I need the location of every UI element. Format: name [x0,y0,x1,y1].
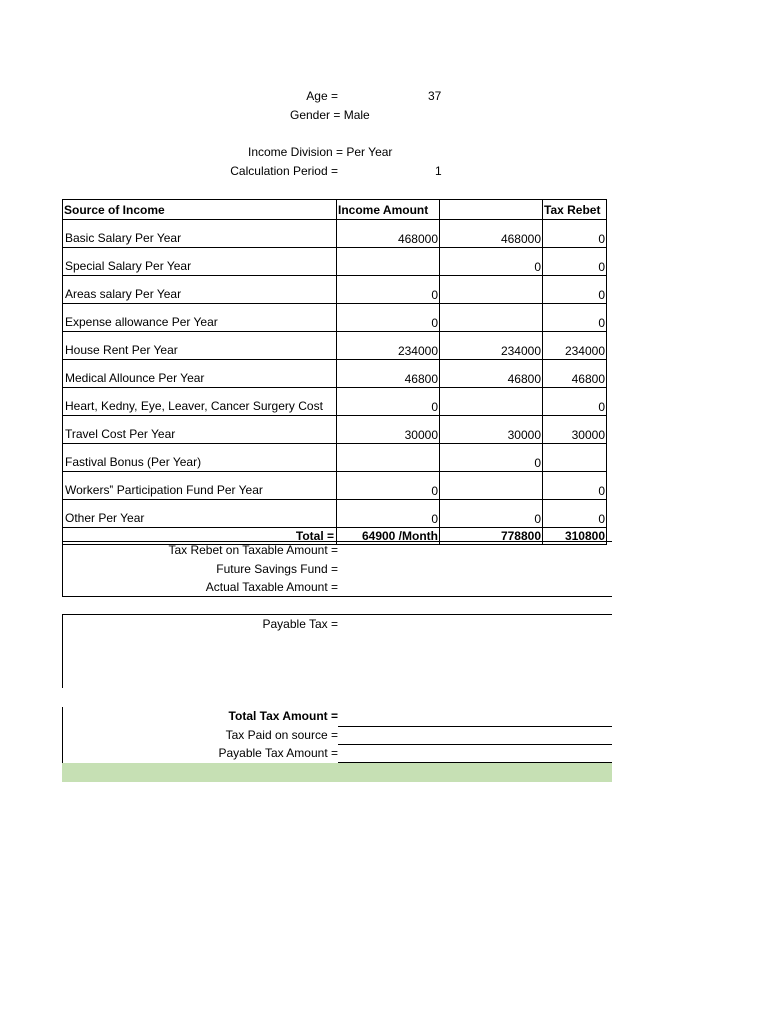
total-label: Total = [63,528,337,545]
summary-bottom-border [62,596,612,597]
income-source-cell: Areas salary Per Year [63,276,337,304]
table-row [63,388,607,416]
table-row [63,276,607,304]
taxable-amount-cell: 468000 [440,220,543,248]
future-savings-label: Future Savings Fund = [216,562,338,576]
income-amount-cell: 30000 [337,416,440,444]
actual-taxable-label: Actual Taxable Amount = [205,580,338,594]
column-header-taxable [440,200,543,220]
table-row [63,360,607,388]
taxable-amount-cell [440,388,543,416]
table-row [63,332,607,360]
income-source-cell: Basic Salary Per Year [63,220,337,248]
income-table [62,199,607,545]
gender-label: Gender = Male [290,108,370,122]
table-header-row [63,200,607,220]
taxable-amount-cell [440,276,543,304]
tax-rebet-cell: 234000 [543,332,607,360]
income-amount-cell: 0 [337,276,440,304]
payable-tax-top-border [62,614,612,615]
income-source-cell: Heart, Kedny, Eye, Leaver, Cancer Surgery Cost [63,388,337,416]
taxable-amount-cell: 30000 [440,416,543,444]
tax-rebet-cell: 30000 [543,416,607,444]
tax-rebet-cell: 0 [543,388,607,416]
summary-left-border [62,541,63,596]
summary-top-border [62,541,612,542]
income-source-cell: Workers‟ Participation Fund Per Year [63,472,337,500]
income-source-cell: Special Salary Per Year [63,248,337,276]
income-source-cell: Medical Allounce Per Year [63,360,337,388]
taxable-amount-cell: 0 [440,248,543,276]
tax-paid-underline [338,744,612,745]
tax-rebet-cell: 46800 [543,360,607,388]
income-source-cell: Fastival Bonus (Per Year) [63,444,337,472]
tax-rebet-cell [543,444,607,472]
income-amount-cell [337,248,440,276]
income-amount-cell: 0 [337,500,440,528]
income-amount-cell: 234000 [337,332,440,360]
tax-paid-label: Tax Paid on source = [225,728,338,742]
total-rebate: 310800 [543,528,607,545]
total-taxable: 778800 [440,528,543,545]
tax-rebet-cell: 0 [543,472,607,500]
taxable-amount-cell [440,472,543,500]
table-row [63,472,607,500]
income-amount-cell: 46800 [337,360,440,388]
calculation-period-label: Calculation Period = [230,164,338,178]
income-amount-cell: 0 [337,472,440,500]
income-source-cell: Expense allowance Per Year [63,304,337,332]
total-income: 64900 /Month [337,528,440,545]
tax-rebet-cell: 0 [543,276,607,304]
column-header-source: Source of Income [63,200,337,220]
calculation-period-value: 1 [435,164,442,178]
payable-tax-amount-label: Payable Tax Amount = [218,746,338,760]
payable-tax-left-border [62,614,63,688]
taxable-amount-cell: 46800 [440,360,543,388]
income-source-cell: Travel Cost Per Year [63,416,337,444]
total-tax-label: Total Tax Amount = [228,709,338,723]
age-value: 37 [428,89,442,103]
table-row [63,416,607,444]
total-tax-left-border [62,707,63,763]
taxable-amount-cell: 234000 [440,332,543,360]
tax-rebet-label: Tax Rebet on Taxable Amount = [168,543,338,557]
income-amount-cell: 0 [337,388,440,416]
table-row [63,248,607,276]
payable-tax-label: Payable Tax = [262,617,338,631]
table-row [63,304,607,332]
column-header-rebate: Tax Rebet [543,200,607,220]
table-row [63,220,607,248]
tax-rebet-cell: 0 [543,220,607,248]
taxable-amount-cell: 0 [440,444,543,472]
taxable-amount-cell [440,304,543,332]
highlight-bar [62,763,612,782]
income-source-cell: House Rent Per Year [63,332,337,360]
income-division-label: Income Division = Per Year [248,145,393,159]
column-header-income: Income Amount [337,200,440,220]
tax-rebet-cell: 0 [543,500,607,528]
tax-rebet-cell: 0 [543,304,607,332]
income-amount-cell [337,444,440,472]
tax-rebet-cell: 0 [543,248,607,276]
age-label: Age = [306,89,338,103]
income-amount-cell: 0 [337,304,440,332]
table-row [63,500,607,528]
income-amount-cell: 468000 [337,220,440,248]
total-tax-underline [338,726,612,727]
taxable-amount-cell: 0 [440,500,543,528]
income-source-cell: Other Per Year [63,500,337,528]
table-row [63,444,607,472]
